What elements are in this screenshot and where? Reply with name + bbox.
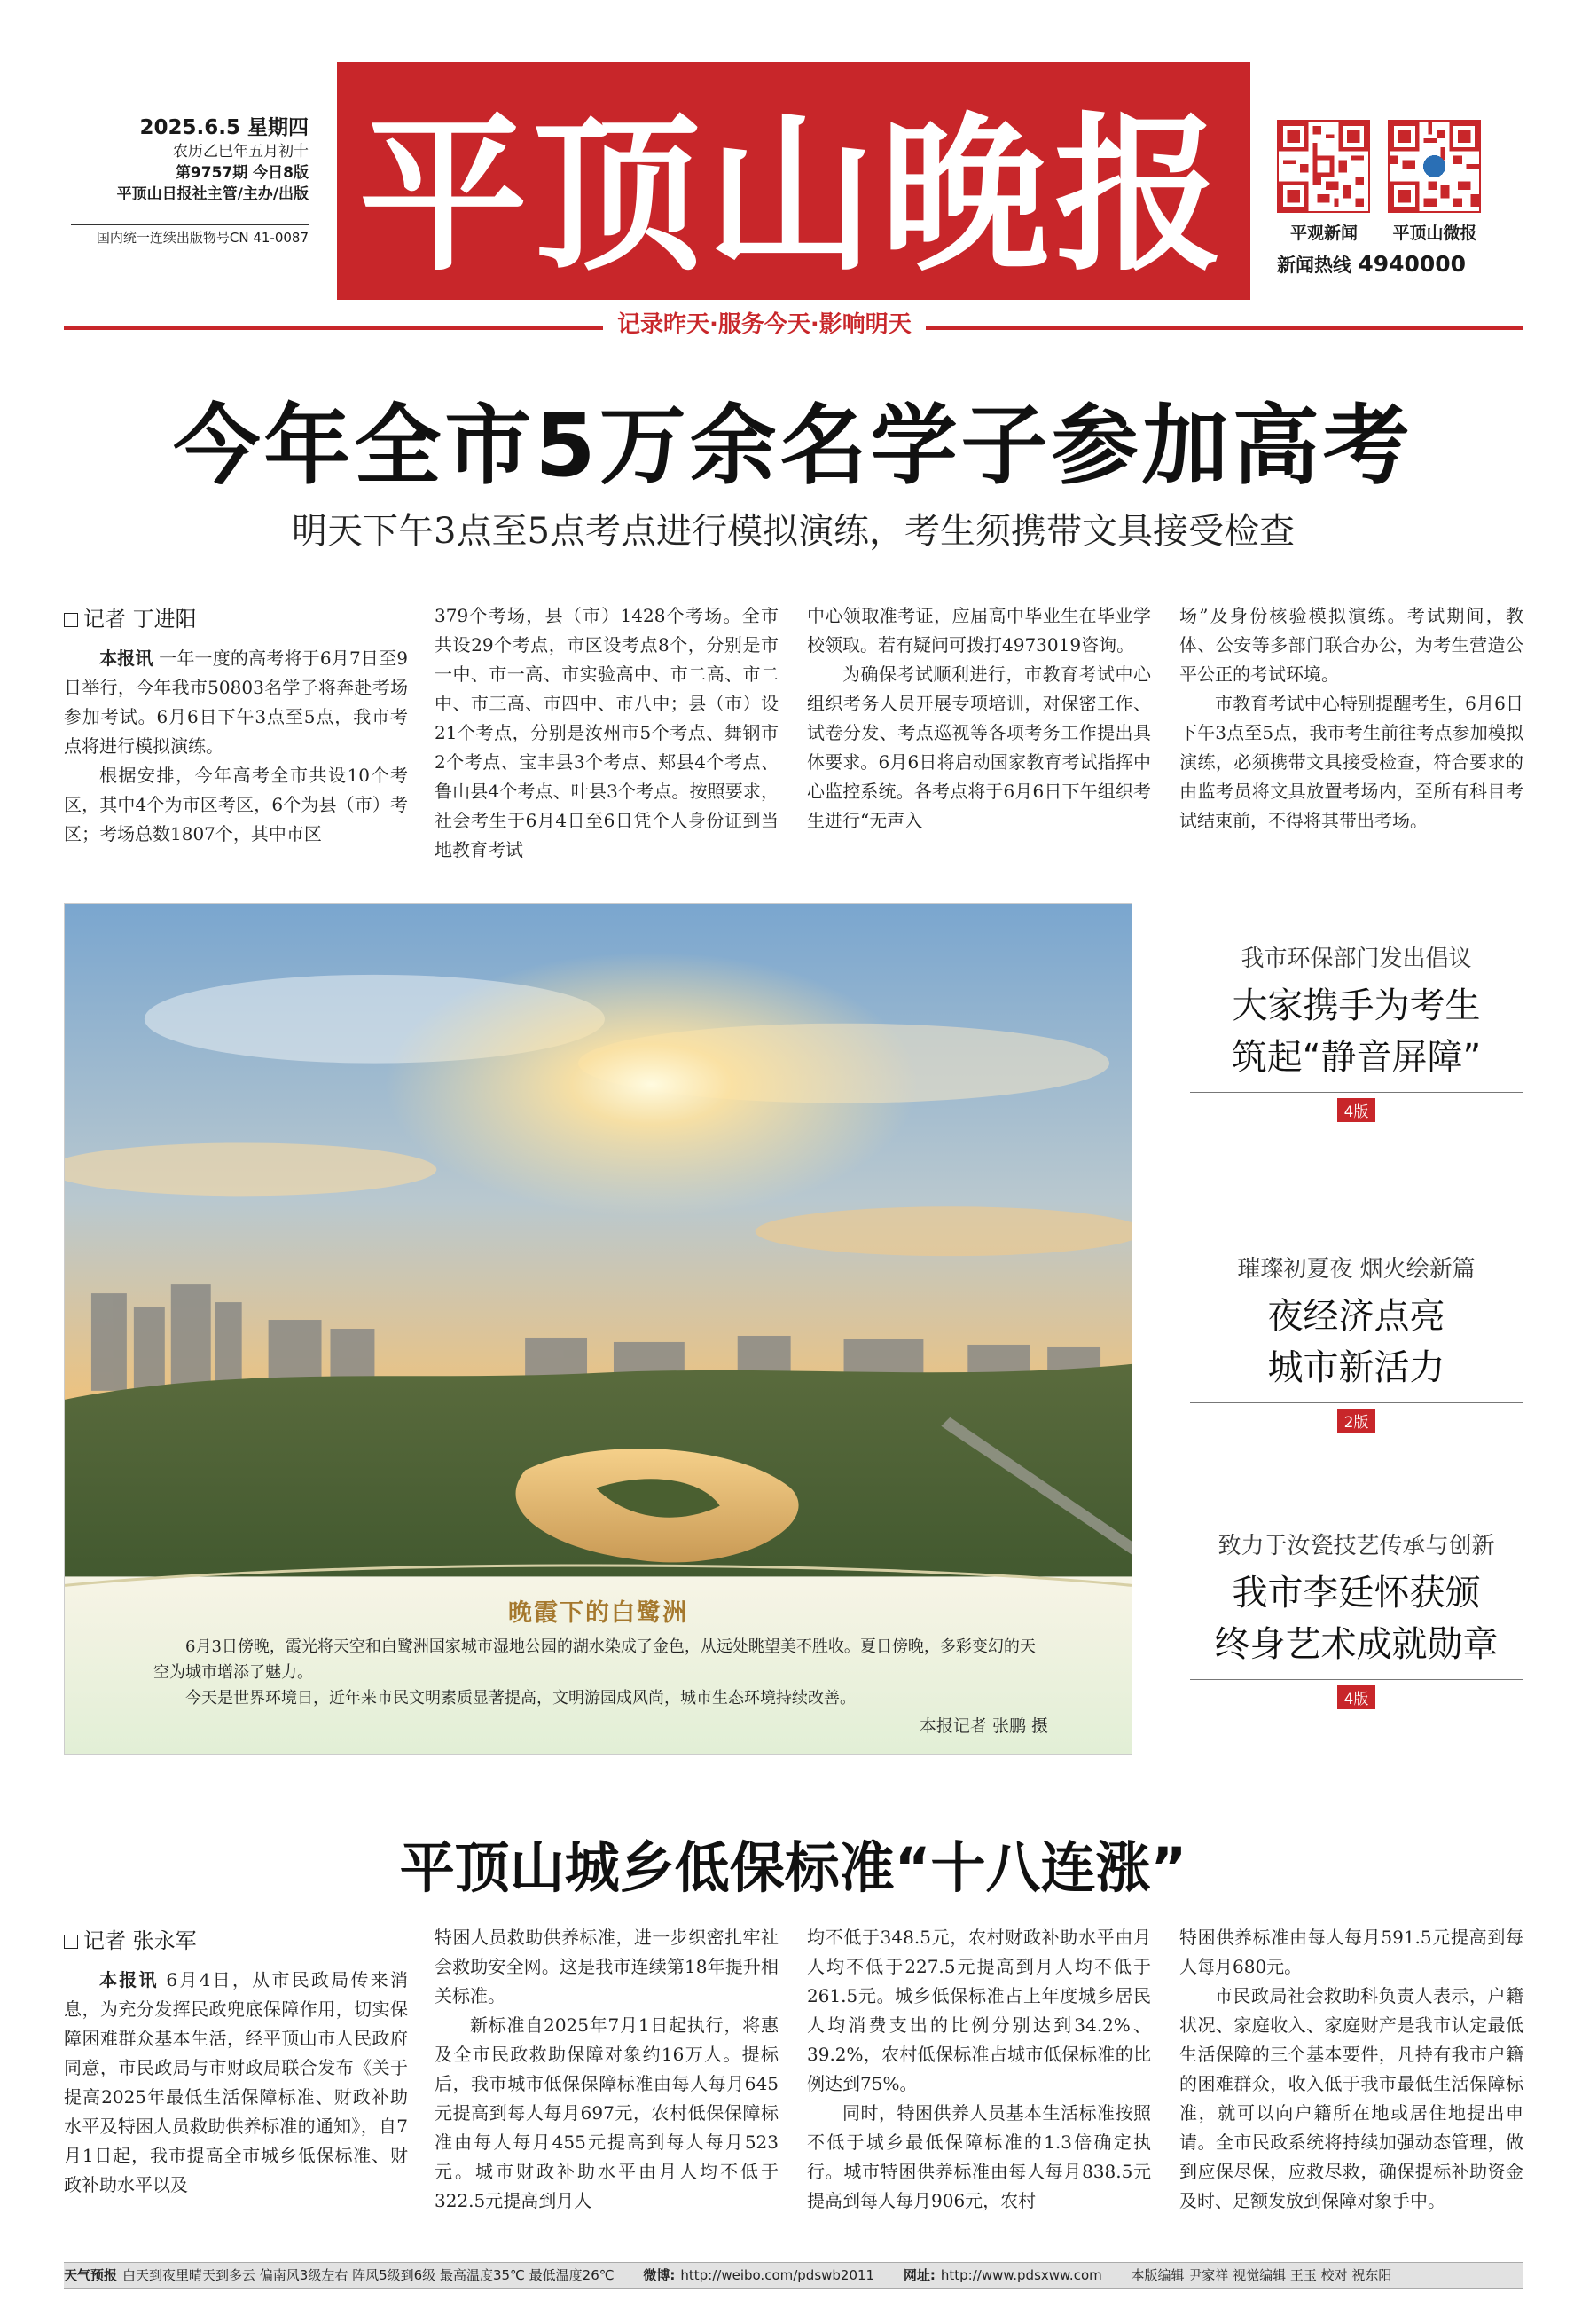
divider xyxy=(1190,1679,1523,1680)
byline-story2 xyxy=(64,1923,197,1954)
issue-number: 第9757期 今日8版 xyxy=(175,163,309,182)
divider xyxy=(1190,1092,1523,1093)
issue-date: 2025.6.5 星期四 xyxy=(139,116,309,139)
headline-dibao: 平顶山城乡低保标准“十八连涨” xyxy=(399,1835,1187,1900)
story2-column-1 xyxy=(64,1966,408,2200)
editors: 本版编辑 尹家祥 视觉编辑 王玉 校对 祝东阳 xyxy=(1131,2267,1392,2283)
teaser-kicker: 致力于汝瓷技艺传承与创新 xyxy=(1218,1533,1495,1559)
web-section xyxy=(904,2267,1115,2283)
teaser-title xyxy=(1190,980,1523,1083)
news-hotline xyxy=(1277,251,1466,278)
divider xyxy=(1190,1402,1523,1403)
byline-text: 记者 丁进阳 xyxy=(83,607,197,632)
caption-line: 6月3日傍晚，霞光将天空和白鹭洲国家城市湿地公园的湖水染成了金色，从远处眺望美不胜收。夏日傍晚，多彩变幻的天空为城市增添了魅力。 xyxy=(153,1637,1036,1682)
page-badge[interactable]: 4版 xyxy=(1337,1685,1376,1709)
story1-column-1 xyxy=(64,644,408,849)
story1-column-3 xyxy=(807,601,1151,836)
text: 6月4日，从市民政局传来消息，为充分发挥民政兜底保障作用，切实保障困难群众基本生活，经平顶山市人民政府同意，市民政局与市财政局联合发布《关于提高2025年最低生活保障标准、财政补助水平及特困人员救助供养标准的通知》，自7月1日起，我市提高全市城乡低保标准、财政补助水平以及 xyxy=(64,1969,409,2195)
text: 一年一度的高考将于6月7日至9日举行，今年我市50803名学子将奔赴考场参加考试。6月6日下午3点至5点，我市考点将进行模拟演练。 xyxy=(64,648,409,757)
paragraph: 新标准自2025年7月1日起执行，将惠及全市民政救助保障对象约16万人。提标后，我市城市低保保障标准由每人每月645元提高到每人每月697元，农村低保保障标准由每人每月455元提高到每人每月523元。城市财政补助水平由月人均不低于322.5元提高到月人 xyxy=(435,2014,779,2211)
teaser-title-line: 筑起“静音屏障” xyxy=(1231,1037,1482,1078)
story1-column-2 xyxy=(435,601,779,865)
paragraph: 中心领取准考证，应届高中毕业生在毕业学校领取。若有疑问可拨打4973019咨询。 xyxy=(807,605,1151,656)
paragraph: 均不低于348.5元，农村财政补助水平由月人均不低于227.5元提高到月人均不低于261.5元。城乡低保标准占上年度城乡居民人均消费支出的比例分别达到34.2%、39.2%，农村低保标准占城市低保标准的比例达到75%。 xyxy=(807,1927,1151,2094)
teaser-kicker: 我市环保部门发出倡议 xyxy=(1241,946,1472,972)
paragraph: 根据安排，今年高考全市共设10个考区，其中4个为市区考区，6个为县（市）考区；考场总数1807个，其中市区 xyxy=(64,765,408,844)
newspaper-title: 平顶山晚报 xyxy=(358,95,1228,294)
teaser-silent-barrier[interactable] xyxy=(1190,940,1523,1122)
story1-column-4 xyxy=(1179,601,1523,836)
slogan: 记录昨天·服务今天·影响明天 xyxy=(603,306,926,339)
issue-info xyxy=(89,114,309,206)
paragraph: 同时，特困供养人员基本生活标准按照不低于城乡最低保障标准的1.3倍确定执行。城市特困供养标准由每人每月838.5元提高到每人每月906元，农村 xyxy=(807,2102,1151,2211)
paragraph: 为确保考试顺利进行，市教育考试中心组织考务人员开展专项培训，对保密工作、试卷分发、考点巡视等各项考务工作提出具体要求。6月6日将启动国家教育考试指挥中心监控系统。各考点将于6月6日下午组织考生进行“无声入 xyxy=(807,663,1151,831)
lead-tag: 本报讯 xyxy=(99,648,153,669)
footer-bar xyxy=(64,2262,1523,2289)
weather-text: 白天到夜里晴天到多云 偏南风3级左右 阵风5级到6级 最高温度35℃ 最低温度26℃ xyxy=(122,2267,615,2283)
web-label: 网址: xyxy=(903,2267,936,2283)
teaser-title-line: 城市新活力 xyxy=(1267,1347,1445,1388)
teaser-title-line: 我市李廷怀获颁 xyxy=(1232,1573,1481,1613)
reporter-box-icon xyxy=(64,613,78,627)
photo-caption xyxy=(153,1634,1049,1711)
subhead-gaokao: 明天下午3点至5点考点进行模拟演练，考生须携带文具接受检查 xyxy=(292,511,1295,552)
web-link[interactable]: http://www.pdsxww.com xyxy=(940,2267,1102,2283)
qr-label-weibao: 平顶山微报 xyxy=(1392,224,1477,243)
paragraph xyxy=(64,644,408,761)
weather-section xyxy=(64,2267,627,2283)
story2-column-4 xyxy=(1179,1923,1523,2216)
headline-gaokao: 今年全市5万余名学子参加高考 xyxy=(173,396,1413,497)
weibo-link[interactable]: http://weibo.com/pdswb2011 xyxy=(680,2267,875,2283)
paragraph xyxy=(64,1966,408,2200)
paragraph: 特困供养标准由每人每月591.5元提高到每人每月680元。 xyxy=(1179,1927,1523,1977)
teaser-title-line: 大家携手为考生 xyxy=(1232,985,1481,1026)
page-badge[interactable]: 4版 xyxy=(1337,1098,1376,1122)
qr-code-weibao-icon[interactable] xyxy=(1388,120,1481,213)
qr-code-pingguan-icon[interactable] xyxy=(1277,120,1370,213)
lead-tag: 本报讯 xyxy=(99,1969,159,1990)
hotline-number: 4940000 xyxy=(1358,251,1467,277)
photo-title: 晚霞下的白鹭洲 xyxy=(508,1599,688,1627)
weibo-label: 微博: xyxy=(643,2267,676,2283)
teaser-lifetime-award[interactable] xyxy=(1190,1527,1523,1709)
byline-text: 记者 张永军 xyxy=(83,1928,197,1953)
teaser-title-line: 夜经济点亮 xyxy=(1267,1296,1445,1337)
photo-credit: 本报记者 张鹏 摄 xyxy=(919,1716,1048,1736)
caption-line: 今天是世界环境日，近年来市民文明素质显著提高，文明游园成风尚，城市生态环境持续改善。 xyxy=(185,1689,856,1708)
story2-column-2 xyxy=(435,1923,779,2216)
reporter-box-icon xyxy=(64,1935,78,1949)
weather-label: 天气预报 xyxy=(64,2267,118,2283)
teaser-title-line: 终身艺术成就勋章 xyxy=(1214,1624,1499,1665)
paragraph: 市民政局社会救助科负责人表示，户籍状况、家庭收入、家庭财产是我市认定最低生活保障的三个基本要件，凡持有我市户籍的困难群众，收入低于我市最低生活保障标准，就可以向户籍所在地或居住地提出申请。全市民政系统将持续加强动态管理，做到应保尽保，应救尽救，确保提标补助资金及时、足额发放到保障对象手中。 xyxy=(1179,1985,1523,2211)
story2-column-3 xyxy=(807,1923,1151,2216)
teaser-night-economy[interactable] xyxy=(1190,1251,1523,1433)
teaser-kicker: 璀璨初夏夜 烟火绘新篇 xyxy=(1237,1256,1476,1283)
paragraph: 特困人员救助供养标准，进一步织密扎牢社会救助安全网。这是我市连续第18年提升相关标准。 xyxy=(435,1927,779,2006)
qr-label-pingguan: 平观新闻 xyxy=(1289,224,1358,243)
sunset-photo xyxy=(64,903,1132,1755)
publisher-line: 平顶山日报社主管/主办/出版 xyxy=(116,185,309,203)
page-badge[interactable]: 2版 xyxy=(1337,1409,1376,1433)
lunar-date: 农历乙巳年五月初十 xyxy=(173,143,309,161)
cn-number: 国内统一连续出版物号CN 41-0087 xyxy=(71,224,309,247)
paragraph: 市教育考试中心特别提醒考生，6月6日下午3点至5点，我市考生前往考点参加模拟演练，必须携带文具接受检查，符合要求的由监考员将文具放置考场内，至所有科目考试结束前，不得将其带出考场。 xyxy=(1179,693,1523,831)
byline-story1 xyxy=(64,601,197,632)
paragraph: 场”及身份核验模拟演练。考试期间，教体、公安等多部门联合办公，为考生营造公平公正的考试环境。 xyxy=(1179,605,1523,685)
teaser-title xyxy=(1190,1567,1523,1670)
teaser-title xyxy=(1190,1291,1523,1394)
masthead-logo xyxy=(337,62,1250,300)
paragraph: 379个考场，县（市）1428个考场。全市共设29个考点，市区设考点8个，分别是市一中、市一高、市实验高中、市二高、市二中、市三高、市四中、市八中；县（市）设21个考点，分别是汝州市5个考点、舞钢市2个考点、宝丰县3个考点、郏县4个考点、鲁山县4个考点、叶县3个考点。按照要求，社会考生于6月4日至6日凭个人身份证到当地教育考试 xyxy=(435,605,779,860)
hotline-label: 新闻热线 xyxy=(1277,255,1351,276)
weibo-section xyxy=(643,2267,887,2283)
